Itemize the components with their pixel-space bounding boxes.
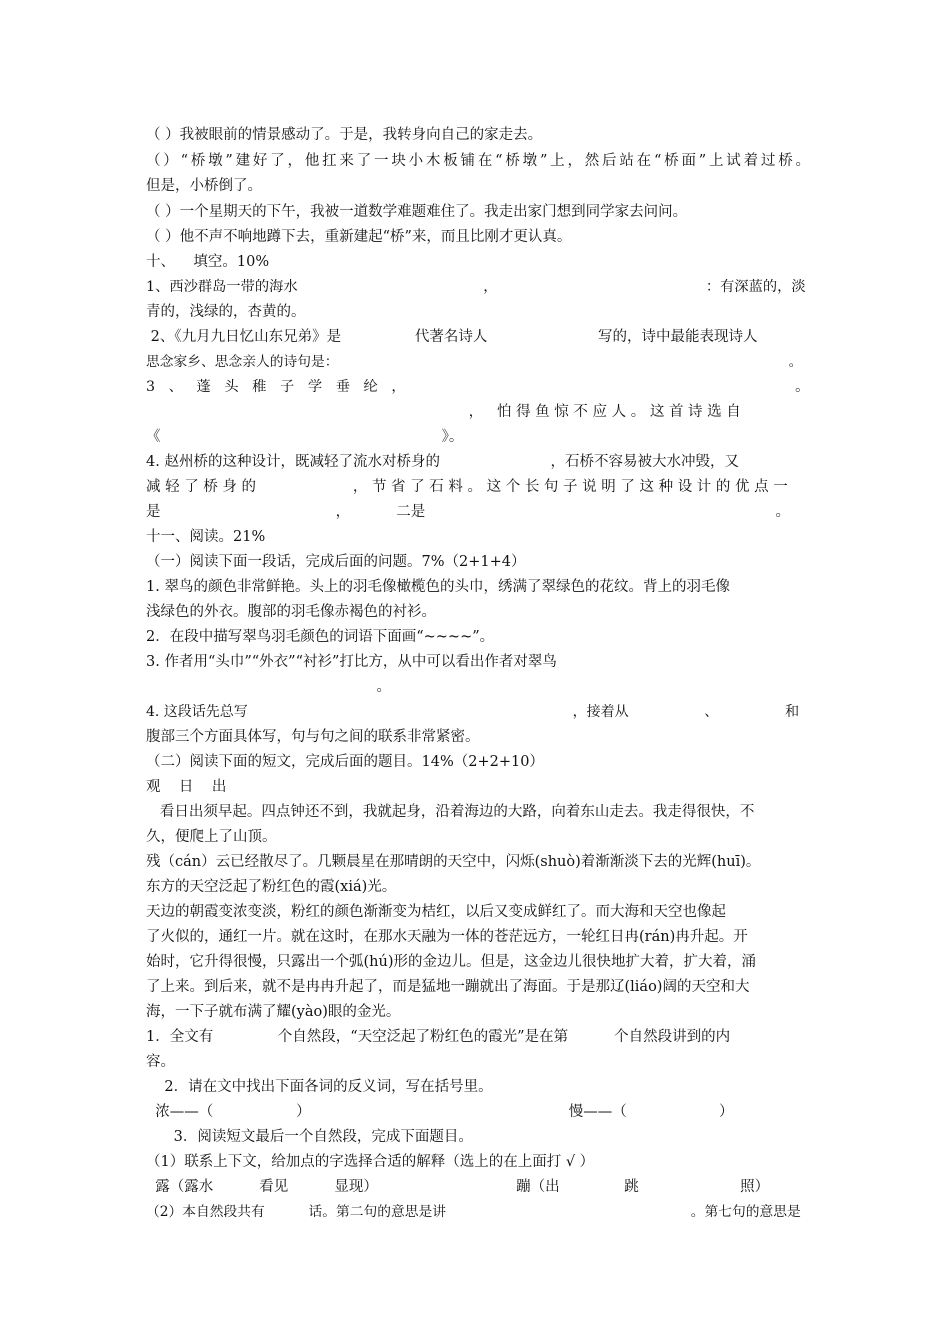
text-line: 浅绿色的外衣。腹部的羽毛像赤褐色的衬衫。: [146, 604, 436, 620]
text-line: 减 轻 了 桥 身 的 ， 节 省 了 石 料 。 这 个 长 句 子 说 明 了 这 种 设 计 的 优 点 一: [146, 479, 788, 495]
text-line: 露（露水 看见 显现） 蹦（出 跳 照）: [146, 1179, 770, 1195]
text-line: 海，一下子就布满了耀(yào)眼的金光。: [146, 1004, 401, 1020]
text-line: 看日出须早起。四点钟还不到，我就起身，沿着海边的大路，向着东山走去。我走得很快，不: [146, 804, 755, 820]
text-line: （一）阅读下面一段话，完成后面的问题。7%（2+1+4）: [146, 554, 526, 570]
text-line: 是 ， 二是 。: [146, 504, 791, 520]
text-line: 3．阅读短文最后一个自然段，完成下面题目。: [146, 1129, 473, 1145]
text-line: ， 怕 得 鱼 惊 不 应 人 。 这 首 诗 选 自: [146, 404, 741, 420]
section-heading: 十、 填空。10%: [146, 254, 270, 270]
text-line: 但是，小桥倒了。: [146, 178, 262, 194]
text-line: （ ）他不声不响地蹲下去，重新建起“桥”来，而且比刚才更认真。: [146, 229, 572, 245]
text-line: 1．全文有 个自然段，“天空泛起了粉红色的霞光”是在第 个自然段讲到的内: [146, 1029, 731, 1045]
text-line: 4. 赵州桥的这种设计，既减轻了流水对桥身的 ，石桥不容易被大水冲毁，又: [146, 454, 740, 470]
text-line: 腹部三个方面具体写，句与句之间的联系非常紧密。: [146, 729, 480, 745]
text-line: 3 、 蓬 头 稚 子 学 垂 纶 ， 。: [146, 379, 810, 395]
text-line: 2、《九月九日忆山东兄弟》是 代著名诗人 写的，诗中最能表现诗人: [146, 329, 758, 345]
text-line: 始时，它升得很慢，只露出一个弧(hú)形的金边儿。但是，这金边儿很快地扩大着，扩大着，涌: [146, 954, 756, 970]
text-line: （2）本自然段共有 话。第二句的意思是讲 。第七句的意思是: [146, 1204, 801, 1220]
section-heading: 十一、阅读。21%: [146, 529, 266, 545]
text-line: （ ）一个星期天的下午，我被一道数学难题难住了。我走出家门想到同学家去问问。: [146, 204, 688, 220]
text-line: 1. 翠鸟的颜色非常鲜艳。头上的羽毛像橄榄色的头巾，绣满了翠绿色的花纹。背上的羽毛像: [146, 579, 730, 595]
text-line: （1）联系上下文，给加点的字选择合适的解释（选上的在上面打 √ ）: [146, 1154, 595, 1170]
text-line: 东方的天空泛起了粉红色的霞(xiá)光。: [146, 879, 397, 895]
text-line: 2．请在文中找出下面各词的反义词，写在括号里。: [146, 1079, 493, 1095]
text-line: 青的，浅绿的，杏黄的。: [146, 304, 306, 320]
text-line: （ ）我被眼前的情景感动了。于是，我转身向自己的家走去。: [146, 127, 543, 143]
text-line: 3. 作者用“头巾”“外衣”“衬衫”打比方，从中可以看出作者对翠鸟: [146, 654, 557, 670]
text-line: （）“桥墩”建好了，他扛来了一块小木板铺在“桥墩”上，然后站在“桥面”上试着过桥。: [146, 153, 810, 169]
text-line: 思念家乡、思念亲人的诗句是： 。: [146, 354, 803, 370]
text-line: 了上来。到后来，就不是冉冉升起了，而是猛地一蹦就出了海面。于是那辽(liáo)阔的天空和大: [146, 979, 750, 995]
passage-title: 观 日 出: [146, 779, 227, 795]
text-line: 《 》。: [146, 429, 464, 445]
text-line: 2．在段中描写翠鸟羽毛颜色的词语下面画“~~~~”。: [146, 629, 495, 645]
text-line: 容。: [146, 1054, 175, 1070]
text-line: 。: [146, 679, 391, 695]
text-line: 浓——（ ） 慢——（ ）: [146, 1104, 734, 1120]
text-line: 4. 这段话先总写 ，接着从 、 和: [146, 704, 800, 720]
text-line: 残（cán）云已经散尽了。几颗晨星在那晴朗的天空中，闪烁(shuò)着渐渐淡下去的光辉(huī)。: [146, 854, 761, 870]
text-line: 了火似的，通红一片。就在这时，在那水天融为一体的苍茫远方，一轮红日冉(rán)冉升起。开: [146, 929, 748, 945]
text-line: 1、西沙群岛一带的海水 ， ：有深蓝的，淡: [146, 279, 806, 295]
text-line: 天边的朝霞变浓变淡，粉红的颜色渐渐变为桔红，以后又变成鲜红了。而大海和天空也像起: [146, 904, 726, 920]
text-line: 久，便爬上了山顶。: [146, 829, 277, 845]
text-line: （二）阅读下面的短文，完成后面的题目。14%（2+2+10）: [146, 754, 544, 770]
